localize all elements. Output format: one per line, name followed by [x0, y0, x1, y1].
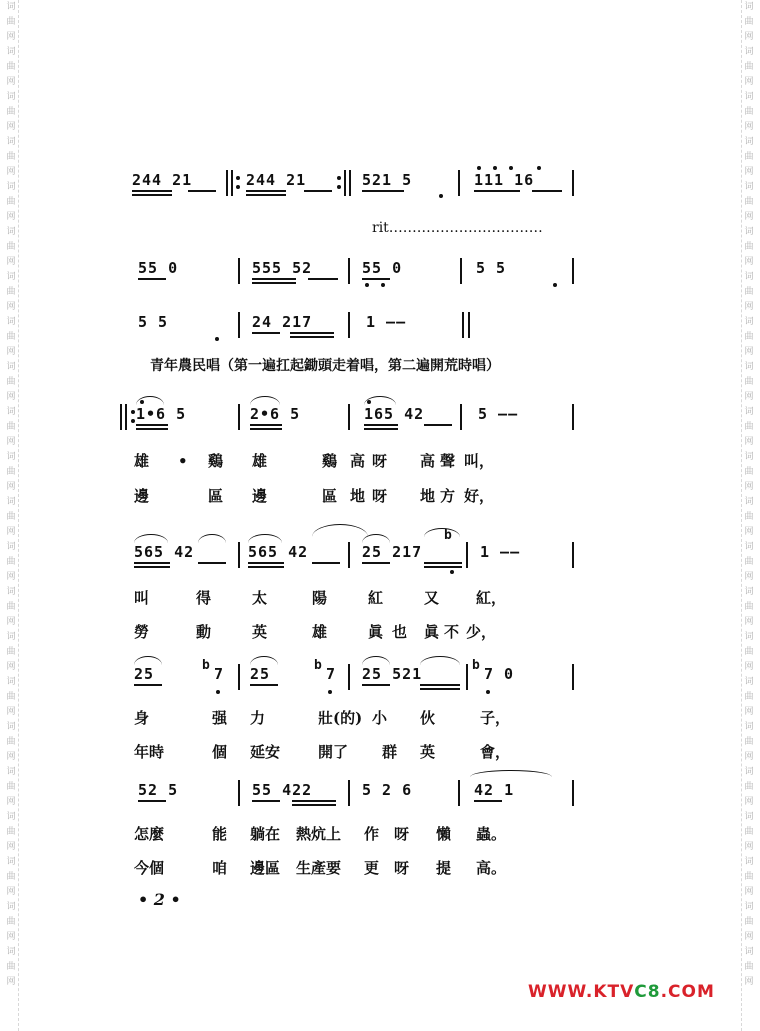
measure-6-1: 25: [134, 665, 155, 683]
lyric-char: 區: [208, 487, 224, 505]
lyric-char: 叫: [134, 589, 150, 607]
lyric-char: 太: [252, 589, 268, 607]
flat-sign-5: b: [444, 528, 453, 543]
lyric-char: 區: [322, 487, 338, 505]
lyric-char: 邊: [252, 487, 268, 505]
measure-4-1: 1•6 5: [136, 405, 187, 423]
lyric-char: 怎麼: [134, 825, 165, 843]
lyric-char: 呀: [372, 452, 388, 470]
measure-2-4: 5 5: [476, 259, 507, 277]
measure-4-3: 165 42: [364, 405, 425, 423]
measure-4-2: 2•6 5: [250, 405, 301, 423]
lyric-char: 陽: [312, 589, 328, 607]
lyric-char: 提: [436, 859, 452, 877]
lyric-char: 熱炕上: [296, 825, 342, 843]
measure-6-2: 25: [250, 665, 271, 683]
lyric-char: 生產要: [296, 859, 342, 877]
section-title: 青年農民唱（第一遍扛起鋤頭走着唱，第二遍開荒時唱）: [150, 358, 500, 374]
lyric-char: 不: [444, 623, 460, 641]
rit-marking: rit……………………………: [372, 220, 543, 236]
lyric-char: 邊區: [250, 859, 281, 877]
lyric-char: 雄: [134, 452, 150, 470]
lyric-char: 群: [382, 743, 398, 761]
site-watermark: WWW.KTVC8.COM: [528, 982, 715, 1002]
lyric-char: 年時: [134, 743, 165, 761]
lyric-char: •: [178, 452, 188, 470]
lyric-char: 紅，: [476, 589, 507, 607]
lyric-char: 高。: [476, 859, 507, 877]
lyric-char: 力: [250, 709, 266, 727]
lyric-char: 眞: [368, 623, 384, 641]
measure-6-3: 25 521: [362, 665, 423, 683]
lyric-char: 得: [196, 589, 212, 607]
lyric-char: 高: [420, 452, 436, 470]
lyric-char: 動: [196, 623, 212, 641]
lyric-char: 也: [392, 623, 408, 641]
lyric-char: 鷄: [208, 452, 224, 470]
lyric-char: 呀: [394, 825, 410, 843]
lyric-char: 眞: [424, 623, 440, 641]
lyric-char: 小: [372, 709, 388, 727]
measure-2-1: 55 0: [138, 259, 179, 277]
page-number: • 2 •: [138, 890, 181, 909]
measure-7-2: 55 422: [252, 781, 313, 799]
lyric-char: 延安: [250, 743, 281, 761]
lyric-char: 少，: [466, 623, 497, 641]
measure-2-2: 555 52: [252, 259, 313, 277]
measure-1-3: 521 5: [362, 171, 413, 189]
measure-5-1: 565 42: [134, 543, 195, 561]
lyric-char: 能: [212, 825, 228, 843]
lyric-char: 又: [424, 589, 440, 607]
measure-1-4: 111 16: [474, 171, 535, 189]
measure-2-3: 55 0: [362, 259, 403, 277]
lyric-char: 勞: [134, 623, 150, 641]
lyric-char: 咱: [212, 859, 228, 877]
lyric-char: 英: [252, 623, 268, 641]
lyric-char: 紅: [368, 589, 384, 607]
lyric-char: 邊: [134, 487, 150, 505]
measure-5-4: 1 ——: [480, 543, 521, 561]
measure-5-3: 25 217: [362, 543, 423, 561]
lyric-char: 叫，: [464, 452, 495, 470]
lyric-char: 伙: [420, 709, 436, 727]
measure-6-2b: 7: [326, 665, 337, 683]
lyric-char: 方: [440, 487, 456, 505]
flat-sign-6-1: b: [202, 658, 211, 673]
lyric-char: 呀: [394, 859, 410, 877]
measure-6-4: 7 0: [484, 665, 515, 683]
lyric-char: 更: [364, 859, 380, 877]
lyric-char: 蟲。: [476, 825, 507, 843]
lyric-char: 强: [212, 709, 228, 727]
flat-sign-6-3: b: [472, 658, 481, 673]
measure-3-2: 24 217: [252, 313, 313, 331]
measure-7-3: 5 2 6: [362, 781, 413, 799]
measure-5-2: 565 42: [248, 543, 309, 561]
side-watermark-right: 词曲网词曲网词曲网词曲网词曲网词曲网词曲网词曲网词曲网词曲网词曲网词曲网词曲网词曲网词曲网词曲网词曲网词曲网词曲网词曲网词曲网词曲网: [741, 0, 756, 1031]
lyric-char: 身: [134, 709, 150, 727]
measure-4-4: 5 ——: [478, 405, 519, 423]
lyric-char: 呀: [372, 487, 388, 505]
lyric-char: 地: [350, 487, 366, 505]
lyric-char: 作: [364, 825, 380, 843]
lyric-char: 高: [350, 452, 366, 470]
lyric-char: 好，: [464, 487, 495, 505]
measure-3-3: 1 ——: [366, 313, 407, 331]
lyric-char: 英: [420, 743, 436, 761]
side-watermark-left: 词曲网词曲网词曲网词曲网词曲网词曲网词曲网词曲网词曲网词曲网词曲网词曲网词曲网词曲网词曲网词曲网词曲网词曲网词曲网词曲网词曲网词曲网: [4, 0, 19, 1031]
lyric-char: 懶: [436, 825, 452, 843]
lyric-char: 開了: [318, 743, 349, 761]
measure-1-2: 244 21: [246, 171, 307, 189]
lyric-char: 雄: [252, 452, 268, 470]
lyric-char: 壯(的): [318, 709, 363, 727]
lyric-char: 雄: [312, 623, 328, 641]
lyric-char: 聲: [440, 452, 456, 470]
lyric-char: 躺在: [250, 825, 281, 843]
measure-7-1: 52 5: [138, 781, 179, 799]
lyric-char: 個: [212, 743, 228, 761]
measure-7-4: 42 1: [474, 781, 515, 799]
lyric-char: 子，: [480, 709, 511, 727]
measure-6-1b: 7: [214, 665, 225, 683]
lyric-char: 地: [420, 487, 436, 505]
lyric-char: 會，: [480, 743, 511, 761]
measure-3-1: 5 5: [138, 313, 169, 331]
measure-1-1: 244 21: [132, 171, 193, 189]
lyric-char: 今個: [134, 859, 165, 877]
lyric-char: 鷄: [322, 452, 338, 470]
flat-sign-6-2: b: [314, 658, 323, 673]
